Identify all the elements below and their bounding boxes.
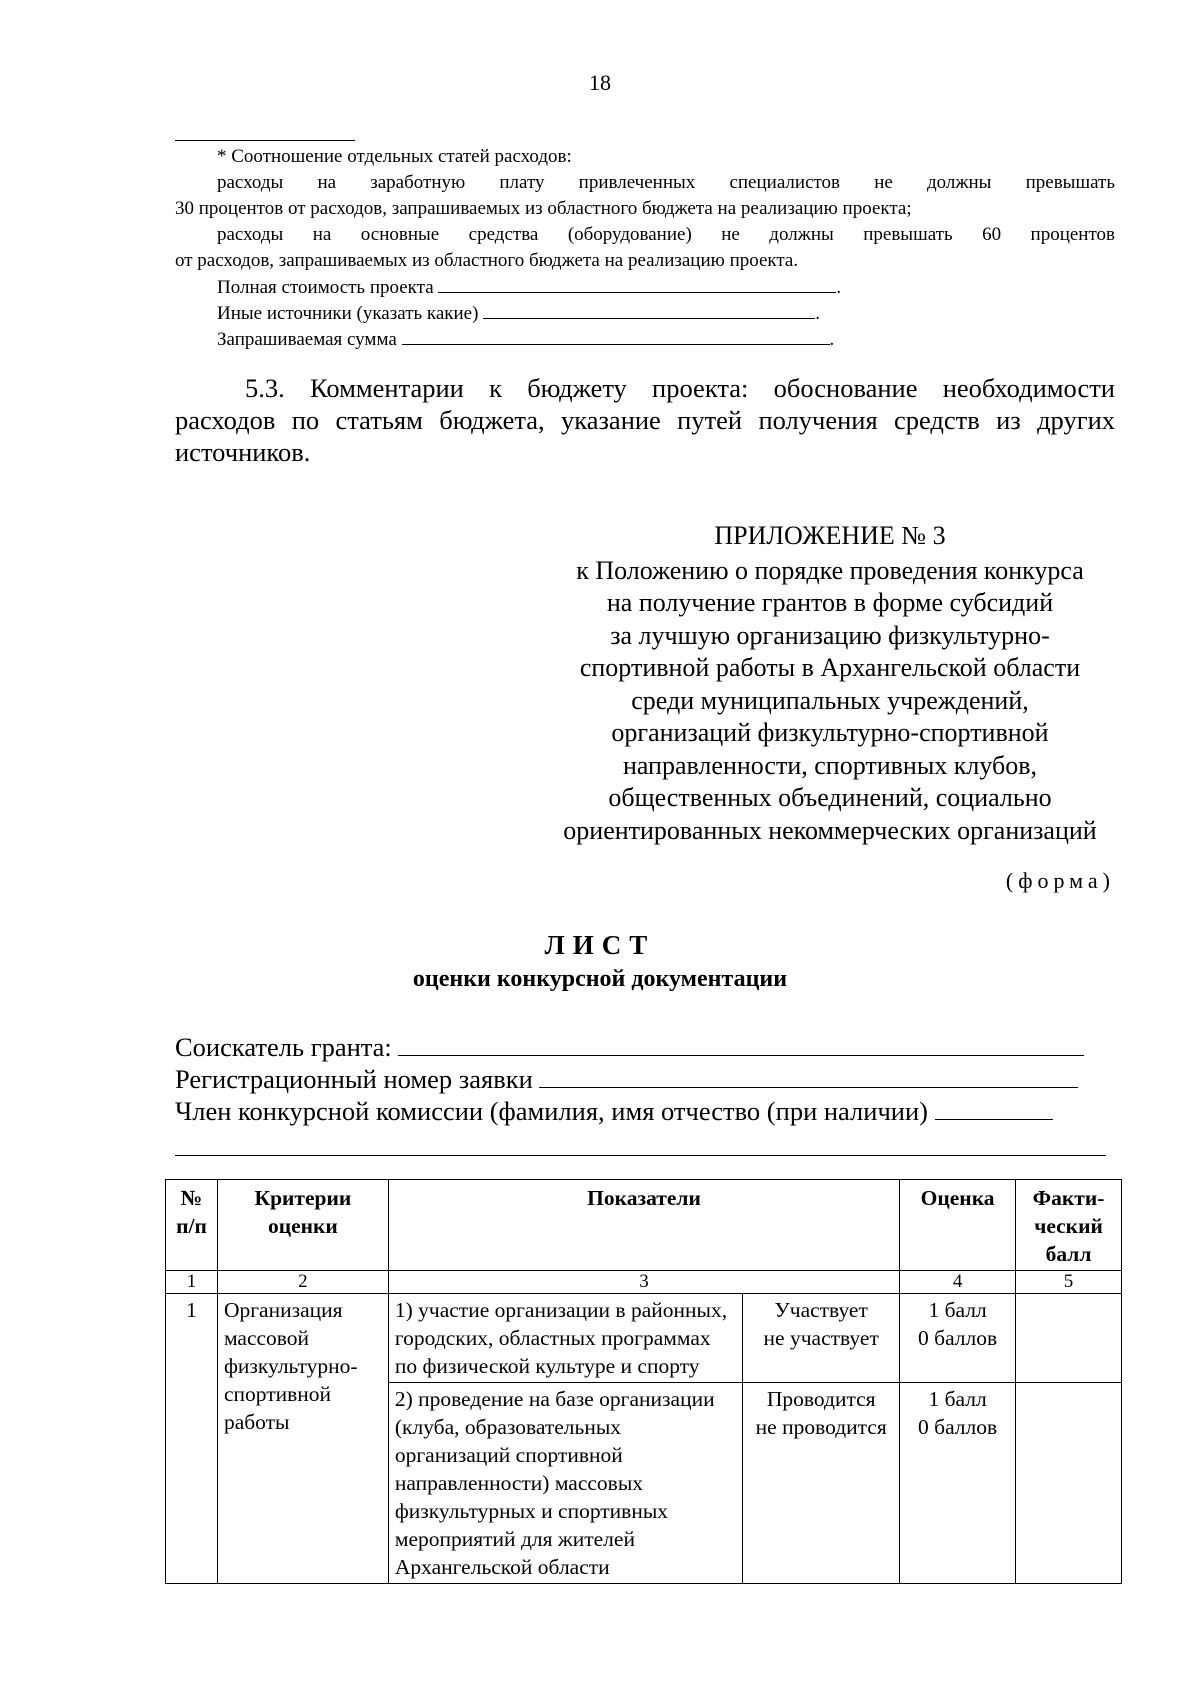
section-5-3-line3: источников. — [175, 437, 311, 467]
applicant-label: Соискатель гранта: — [175, 1032, 392, 1062]
sheet-title: ЛИСТ — [544, 930, 656, 960]
other-sources-line — [217, 300, 820, 327]
indicator-text: 1) участие организации в районных, городских, областных программах по физической культуре и спорту — [388, 1294, 742, 1383]
col-number: 1 — [166, 1271, 218, 1294]
member-blank-line2[interactable] — [175, 1155, 1106, 1156]
row-num: 1 — [166, 1294, 218, 1584]
header-num: № п/п — [166, 1180, 218, 1271]
footnote-p1-line1: расходы на заработную плату привлеченных специалистов не должны превышать — [217, 172, 1115, 193]
period: . — [815, 303, 820, 324]
section-5-3-line2: расходов по статьям бюджета, указание путей получения средств из других — [175, 405, 1115, 435]
option-yes: Проводится — [766, 1387, 876, 1411]
col-number: 4 — [900, 1271, 1016, 1294]
period: . — [829, 329, 835, 350]
indicator-scores — [900, 1383, 1016, 1584]
section-5-3-line1: 5.3. Комментарии к бюджету проекта: обоснование необходимости — [245, 373, 1115, 403]
actual-score-cell[interactable] — [1016, 1294, 1122, 1383]
appendix-line: к Положению о порядке проведения конкурса — [576, 555, 1084, 585]
footnote-p2-line1: расходы на основные средства (оборудование) не должны превышать 60 процентов — [217, 224, 1115, 245]
column-number-row — [166, 1271, 1122, 1294]
sheet-subtitle: оценки конкурсной документации — [412, 966, 788, 992]
page-number: 18 — [589, 70, 611, 95]
member-field — [175, 1096, 1053, 1127]
appendix-line: на получение грантов в форме субсидий — [606, 588, 1054, 617]
appendix-line: за лучшую организацию физкультурно- — [610, 620, 1050, 650]
appendix-line: ориентированных некоммерческих организаций — [563, 815, 1097, 845]
appendix-block — [520, 520, 1140, 847]
section-5-3 — [175, 372, 1115, 468]
header-indicators: Показатели — [388, 1180, 899, 1271]
requested-sum-blank[interactable] — [402, 326, 830, 345]
requested-sum-label: Запрашиваемая сумма — [217, 329, 397, 350]
header-score: Оценка — [900, 1180, 1016, 1271]
appendix-line: направленности, спортивных клубов, — [622, 750, 1038, 780]
footnote-title: * Соотношение отдельных статей расходов: — [217, 146, 572, 167]
reg-number-blank[interactable] — [539, 1065, 1078, 1088]
table-header-row — [166, 1180, 1122, 1271]
appendix-line: спортивной работы в Архангельской области — [579, 653, 1081, 682]
appendix-title: ПРИЛОЖЕНИЕ № 3 — [714, 521, 946, 550]
member-label: Член конкурсной комиссии (фамилия, имя отчество (при наличии) — [175, 1096, 928, 1126]
full-cost-blank[interactable] — [438, 274, 836, 293]
row-criterion: Организация массовой физкультурно-спортивной работы — [217, 1294, 388, 1584]
requested-sum-line — [217, 326, 834, 353]
evaluation-table — [165, 1179, 1122, 1584]
score-no: 0 баллов — [918, 1415, 998, 1439]
col-number: 2 — [217, 1271, 388, 1294]
form-label: (форма) — [1005, 868, 1115, 893]
reg-number-label: Регистрационный номер заявки — [175, 1064, 533, 1094]
indicator-options — [743, 1383, 900, 1584]
appendix-line: среди муниципальных учреждений, — [631, 685, 1029, 715]
applicant-field — [175, 1032, 1084, 1063]
header-criteria: Критерии оценки — [217, 1180, 388, 1271]
full-cost-line — [217, 274, 841, 301]
indicator-scores — [900, 1294, 1016, 1383]
actual-score-cell[interactable] — [1016, 1383, 1122, 1584]
period: . — [836, 277, 842, 298]
footnote-p1-line2: 30 процентов от расходов, запрашиваемых из областного бюджета на реализацию проекта; — [175, 198, 912, 219]
header-actual: Факти-ческий балл — [1016, 1180, 1122, 1271]
col-number: 5 — [1016, 1271, 1122, 1294]
indicator-text: 2) проведение на базе организации (клуба, образовательных организаций спортивной направленности) массовых физкультурных и спортивных мероприятий для жителей Архангельской области — [388, 1383, 742, 1584]
other-sources-label: Иные источники (указать какие) — [217, 303, 479, 324]
option-no: не участвует — [763, 1326, 879, 1350]
col-number: 3 — [388, 1271, 899, 1294]
option-no: не проводится — [755, 1415, 887, 1439]
table-row — [166, 1294, 1122, 1383]
score-yes: 1 балл — [928, 1387, 987, 1411]
reg-number-field — [175, 1064, 1078, 1095]
option-yes: Участвует — [774, 1298, 868, 1322]
member-blank[interactable] — [935, 1097, 1053, 1120]
indicator-options — [743, 1294, 900, 1383]
score-no: 0 баллов — [918, 1326, 998, 1350]
applicant-blank[interactable] — [398, 1033, 1084, 1056]
score-yes: 1 балл — [928, 1298, 987, 1322]
full-cost-label: Полная стоимость проекта — [217, 277, 434, 298]
footnote-rule — [175, 140, 355, 141]
footnote-p2-line2: от расходов, запрашиваемых из областного бюджета на реализацию проекта. — [175, 250, 799, 271]
appendix-line: организаций физкультурно-спортивной — [611, 718, 1049, 747]
other-sources-blank[interactable] — [483, 300, 815, 319]
appendix-line: общественных объединений, социально — [608, 783, 1052, 812]
